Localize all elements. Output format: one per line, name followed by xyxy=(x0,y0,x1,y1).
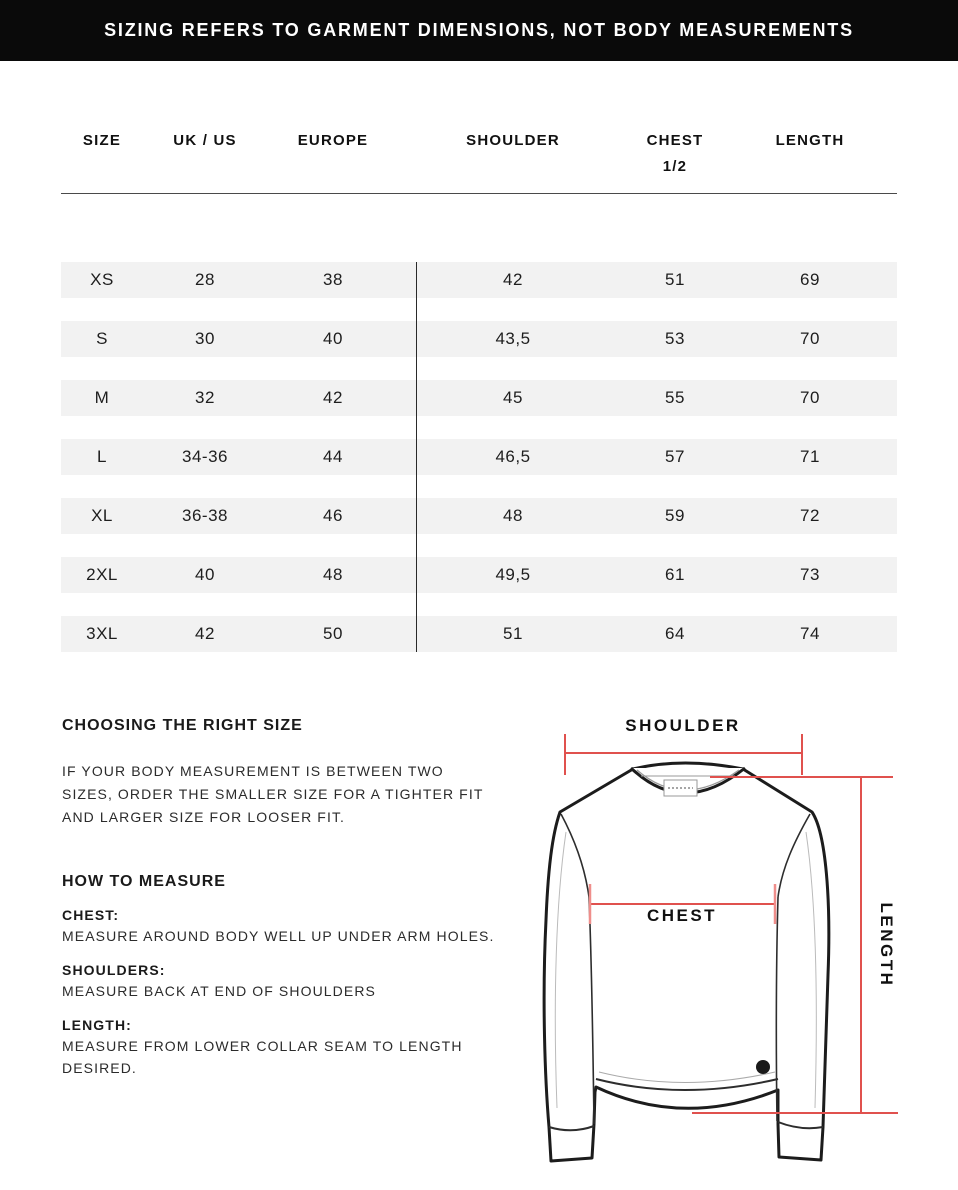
cell-size: L xyxy=(97,447,107,466)
table-row xyxy=(61,616,897,652)
cell-uk-us: 36-38 xyxy=(182,506,228,525)
how-to-measure-section xyxy=(62,872,532,1079)
cell-shoulder: 46,5 xyxy=(495,447,531,466)
chest-dim-label: CHEST xyxy=(646,906,718,925)
cell-uk-us: 30 xyxy=(195,329,215,348)
sweatshirt-measure-diagram xyxy=(530,700,958,1190)
length-dim-label: LENGTH xyxy=(877,902,896,988)
column-header-length: LENGTH xyxy=(775,132,845,149)
measure-item-shoulders: SHOULDERS: MEASURE BACK AT END OF SHOULDERS xyxy=(62,962,376,999)
cell-chest: 64 xyxy=(665,624,685,643)
choosing-size-section xyxy=(62,716,502,829)
cell-size: S xyxy=(96,329,108,348)
cell-shoulder: 48 xyxy=(503,506,523,525)
cell-europe: 38 xyxy=(323,270,343,289)
choosing-size-paragraph: IF YOUR BODY MEASUREMENT IS BETWEEN TWO SIZES, ORDER THE SMALLER SIZE FOR A TIGHTER FIT AND LARGER SIZE FOR LOOSER FIT. xyxy=(62,763,484,825)
cell-europe: 48 xyxy=(323,565,343,584)
cell-uk-us: 32 xyxy=(195,388,215,407)
cell-shoulder: 49,5 xyxy=(495,565,531,584)
top-banner xyxy=(0,0,958,61)
cell-europe: 50 xyxy=(323,624,343,643)
cell-europe: 44 xyxy=(323,447,343,466)
cell-europe: 40 xyxy=(323,329,343,348)
cell-chest: 59 xyxy=(665,506,685,525)
cell-uk-us: 28 xyxy=(195,270,215,289)
cell-chest: 53 xyxy=(665,329,685,348)
cell-uk-us: 34-36 xyxy=(182,447,228,466)
size-table-body xyxy=(61,262,897,652)
measure-item-chest: CHEST: MEASURE AROUND BODY WELL UP UNDER ARM HOLES. xyxy=(62,907,495,944)
cell-length: 71 xyxy=(800,447,820,466)
table-row xyxy=(61,439,897,475)
cell-size: XL xyxy=(91,506,113,525)
cell-shoulder: 51 xyxy=(503,624,523,643)
cell-length: 69 xyxy=(800,270,820,289)
column-header-size: SIZE xyxy=(82,132,122,149)
cell-europe: 42 xyxy=(323,388,343,407)
garment-silhouette xyxy=(544,763,829,1161)
header-divider-line xyxy=(61,193,897,194)
table-row xyxy=(61,380,897,416)
table-row xyxy=(61,498,897,534)
column-header-europe: EUROPE xyxy=(297,132,369,149)
cell-chest: 61 xyxy=(665,565,685,584)
cell-size: 3XL xyxy=(86,624,118,643)
table-row xyxy=(61,262,897,298)
how-to-measure-heading: HOW TO MEASURE xyxy=(62,873,226,890)
logo-dot xyxy=(756,1060,770,1074)
cell-size: XS xyxy=(90,270,114,289)
measure-item-length: LENGTH: MEASURE FROM LOWER COLLAR SEAM TO LENGTH DESIRED. xyxy=(62,1017,463,1076)
column-header-chest-sub: 1/2 xyxy=(662,158,688,175)
table-vertical-divider xyxy=(416,262,417,652)
column-header-shoulder: SHOULDER xyxy=(466,132,560,149)
shoulder-dim-label: SHOULDER xyxy=(625,716,741,735)
cell-size: 2XL xyxy=(86,565,118,584)
banner-text: SIZING REFERS TO GARMENT DIMENSIONS, NOT BODY MEASUREMENTS xyxy=(104,20,854,40)
cell-europe: 46 xyxy=(323,506,343,525)
cell-uk-us: 42 xyxy=(195,624,215,643)
size-table-header xyxy=(61,128,897,180)
choosing-size-heading: CHOOSING THE RIGHT SIZE xyxy=(62,717,303,734)
cell-length: 72 xyxy=(800,506,820,525)
cell-shoulder: 43,5 xyxy=(495,329,531,348)
cell-length: 74 xyxy=(800,624,820,643)
cell-length: 70 xyxy=(800,388,820,407)
cell-shoulder: 45 xyxy=(503,388,523,407)
cell-length: 70 xyxy=(800,329,820,348)
column-header-uk-us: UK / US xyxy=(173,132,237,149)
cell-uk-us: 40 xyxy=(195,565,215,584)
cell-size: M xyxy=(94,388,110,407)
table-row xyxy=(61,557,897,593)
cell-chest: 51 xyxy=(665,270,685,289)
table-row xyxy=(61,321,897,357)
cell-chest: 55 xyxy=(665,388,685,407)
cell-length: 73 xyxy=(800,565,820,584)
column-header-chest: CHEST 1/2 xyxy=(627,128,723,180)
cell-chest: 57 xyxy=(665,447,685,466)
cell-shoulder: 42 xyxy=(503,270,523,289)
